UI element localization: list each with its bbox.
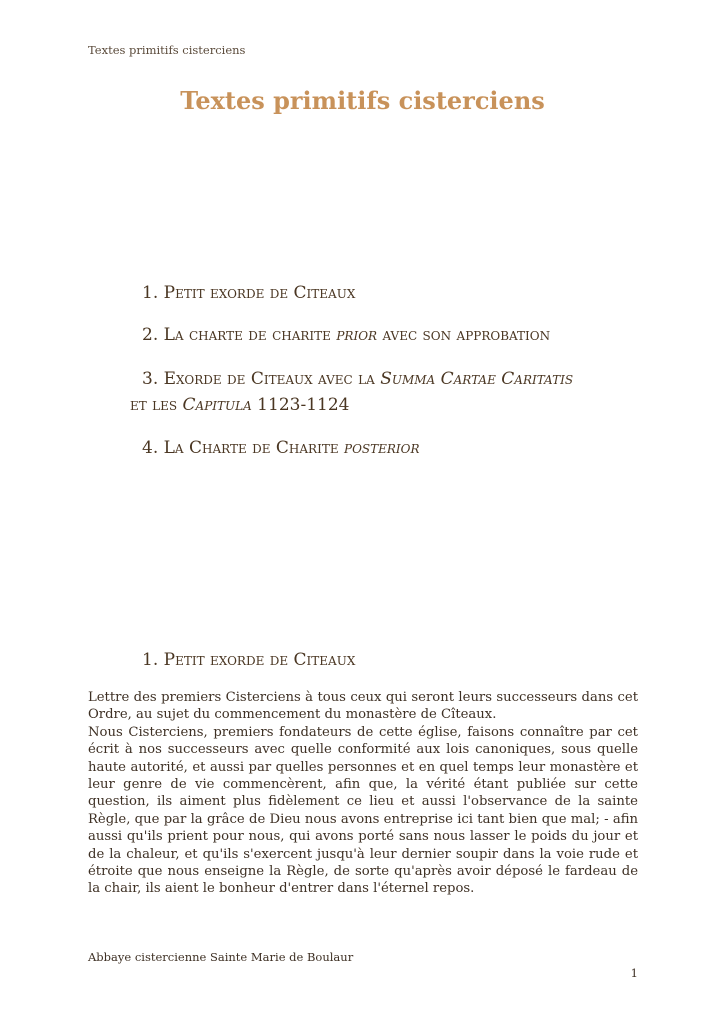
toc-item-label: La charte de charite xyxy=(163,325,337,345)
toc-item-label-italic: Summa Cartae Caritatis xyxy=(380,369,574,389)
document-title: Textes primitifs cisterciens xyxy=(180,86,545,115)
toc-item-label: La Charte de Charite xyxy=(163,438,344,458)
section-heading-label: Petit exorde de Citeaux xyxy=(163,650,356,670)
toc-item-1 xyxy=(142,283,355,303)
toc-item-number: 2. xyxy=(142,325,159,345)
toc-item-label: avec son approbation xyxy=(377,325,551,345)
toc-item-label-italic: posterior xyxy=(344,438,420,458)
page-number: 1 xyxy=(630,966,638,980)
running-header: Textes primitifs cisterciens xyxy=(88,43,246,57)
toc-item-number: 1. xyxy=(142,283,159,303)
toc-item-label: et les xyxy=(130,395,183,415)
toc-item-label: Petit exorde de Citeaux xyxy=(163,283,356,303)
toc-item-label-italic: prior xyxy=(336,325,378,345)
toc-item-label: Exorde de Citeaux avec la xyxy=(163,369,381,389)
toc-item-3-continuation xyxy=(130,395,349,415)
toc-item-number: 3. xyxy=(142,369,159,389)
toc-item-3 xyxy=(142,369,573,389)
toc-item-4 xyxy=(142,438,420,458)
section-heading xyxy=(142,650,355,670)
running-footer: Abbaye cistercienne Sainte Marie de Boulaur xyxy=(88,950,354,964)
paragraph: Nous Cisterciens, premiers fondateurs de cette église, faisons connaître par cet écrit à nos successeurs avec quelle conformité aux lois canoniques, sous quelle haute autorité, et aussi par quelles personnes et en quel temps leur monastère et leur genre de vie commencèrent, afin que, la vérité étant publiée sur cette question, ils aiment plus fidèlement ce lieu et aussi l'observance de la sainte Règle, que par la grâce de Dieu nous avons entreprise ici tant bien que mal; - afin aussi qu'ils prient pour nous, qui avons porté sans nous lasser le poids du jour et de la chaleur, et qu'ils s'exercent jusqu'à leur dernier soupir dans la voie rude et étroite que nous enseigne la Règle, de sorte qu'après avoir déposé le fardeau de la chair, ils aient le bonheur d'entrer dans l'éternel repos. xyxy=(88,724,638,897)
toc-item-label-italic: Capitula xyxy=(182,395,252,415)
paragraph: Lettre des premiers Cisterciens à tous ceux qui seront leurs successeurs dans cet Ordre, au sujet du commencement du monastère de Cîteaux. xyxy=(88,690,638,723)
body-text xyxy=(88,689,638,898)
toc-item-number: 4. xyxy=(142,438,159,458)
toc-item-label: 1123-1124 xyxy=(251,395,350,415)
toc-item-2 xyxy=(142,325,550,345)
section-heading-number: 1. xyxy=(142,650,159,670)
